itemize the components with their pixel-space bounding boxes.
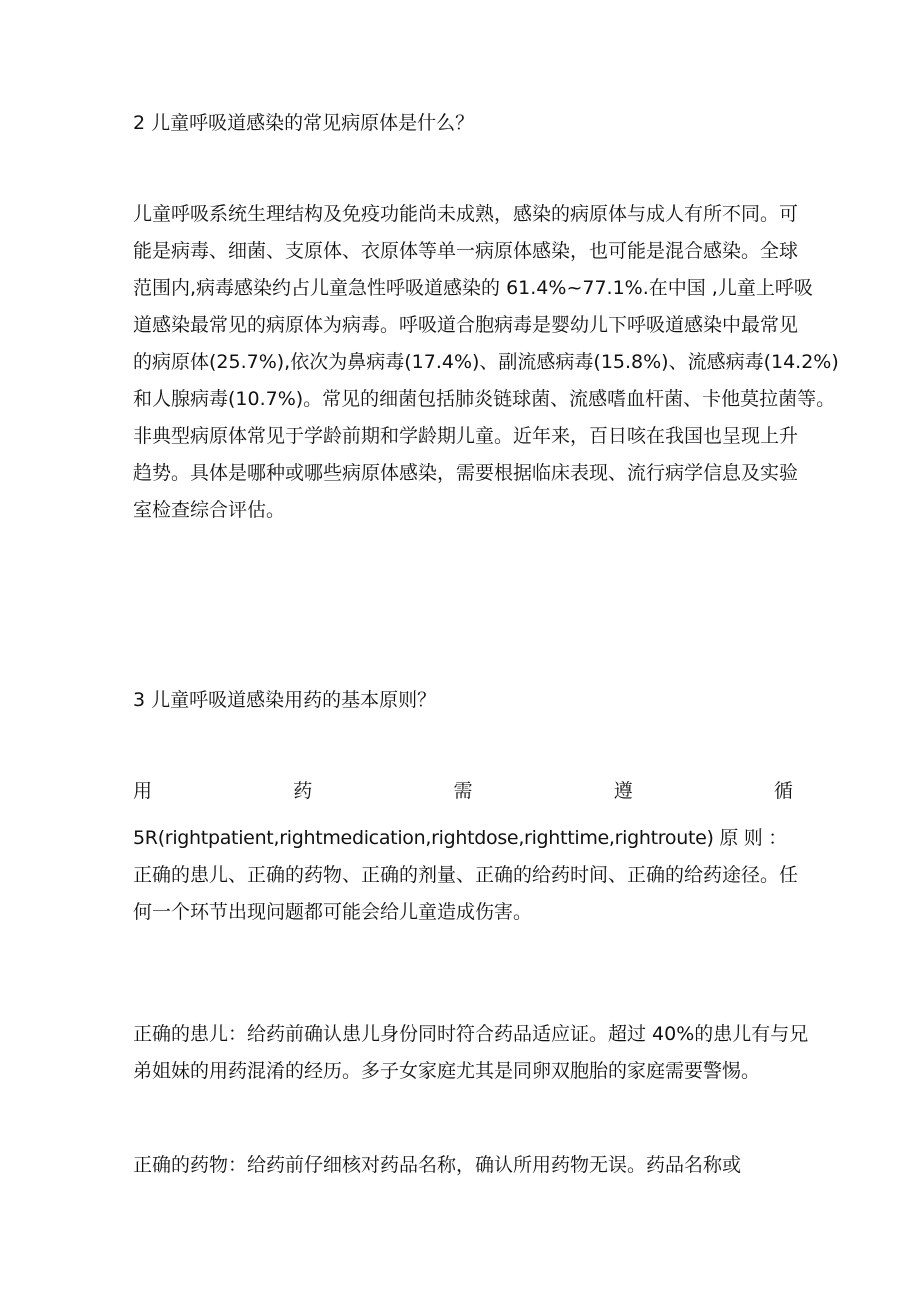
- paragraph-q2-answer: [133, 196, 839, 529]
- text-line: 的病原体(25.7%),依次为鼻病毒(17.4%)、副流感病毒(15.8%)、流感病毒(14.2%): [133, 351, 839, 373]
- paragraph-q3-answer: [133, 820, 799, 931]
- text-line: 正确的患儿：给药前确认患儿身份同时符合药品适应证。超过 40%的患儿有与兄: [133, 1023, 809, 1045]
- text-line: 弟姐妹的用药混淆的经历。多子女家庭尤其是同卵双胞胎的家庭需要警惕。: [133, 1060, 761, 1082]
- text-line: 正确的药物：给药前仔细核对药品名称，确认所用药物无误。药品名称或: [133, 1154, 742, 1176]
- spread-word: 遵: [613, 780, 633, 802]
- section-heading-q2: 2 儿童呼吸道感染的常见病原体是什么？: [133, 112, 475, 134]
- text-line: 儿童呼吸系统生理结构及免疫功能尚未成熟，感染的病原体与成人有所不同。可: [133, 203, 799, 225]
- spread-word: 用: [133, 780, 153, 802]
- text-line: 趋势。具体是哪种或哪些病原体感染，需要根据临床表现、流行病学信息及实验: [133, 462, 799, 484]
- text-line: 范围内,病毒感染约占儿童急性呼吸道感染的 61.4%~77.1%.在中国 ,儿童上呼吸: [133, 277, 813, 299]
- spread-word: 需: [453, 780, 473, 802]
- text-line: 5R(rightpatient,rightmedication,rightdose,righttime,rightroute) 原 则 ：: [133, 827, 787, 849]
- spread-justified-line: [133, 777, 793, 805]
- section-heading-q3: 3 儿童呼吸道感染用药的基本原则？: [133, 689, 437, 711]
- text-line: 室检查综合评估。: [133, 499, 286, 521]
- text-line: 能是病毒、细菌、支原体、衣原体等单一病原体感染，也可能是混合感染。全球: [133, 240, 799, 262]
- text-line: 道感染最常见的病原体为病毒。呼吸道合胞病毒是婴幼儿下呼吸道感染中最常见: [133, 314, 799, 336]
- paragraph-right-patient: [133, 1016, 809, 1090]
- text-line: 非典型病原体常见于学龄前期和学龄期儿童。近年来，百日咳在我国也呈现上升: [133, 425, 799, 447]
- spread-word: 循: [773, 780, 793, 802]
- spread-word: 药: [293, 780, 313, 802]
- text-line: 和人腺病毒(10.7%)。常见的细菌包括肺炎链球菌、流感嗜血杆菌、卡他莫拉菌等。: [133, 388, 836, 410]
- text-line: 何一个环节出现问题都可能会给儿童造成伤害。: [133, 901, 533, 923]
- text-line: 正确的患儿、正确的药物、正确的剂量、正确的给药时间、正确的给药途径。任: [133, 864, 799, 886]
- paragraph-right-medication: [133, 1147, 793, 1184]
